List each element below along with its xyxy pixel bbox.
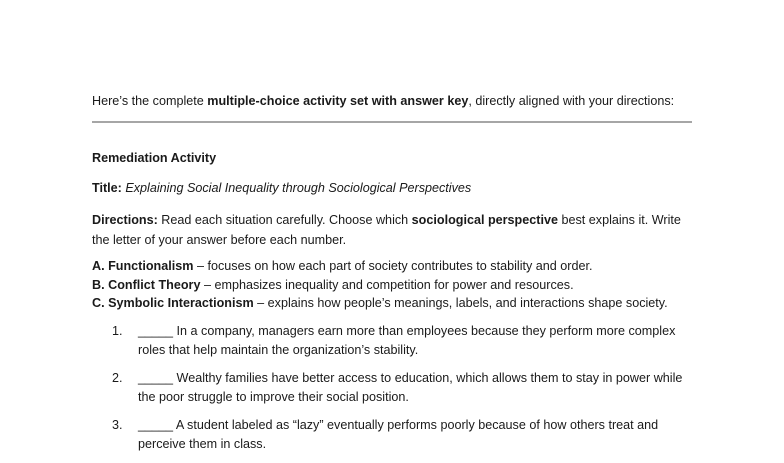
question-list bbox=[92, 322, 712, 463]
horizontal-divider bbox=[92, 121, 692, 123]
perspective-options bbox=[92, 257, 712, 313]
answer-blank: _____ bbox=[138, 324, 174, 338]
question-text: Wealthy families have better access to education, which allows them to stay in power while the poor struggle to improve their social position. bbox=[138, 371, 683, 404]
question-number: 2. bbox=[112, 371, 123, 385]
intro-bold: multiple-choice activity set with answer key bbox=[207, 94, 469, 108]
answer-blank: _____ bbox=[138, 418, 174, 432]
question-text: A student labeled as “lazy” eventually performs poorly because of how others treat and perceive them in class. bbox=[138, 418, 659, 451]
directions-paragraph bbox=[92, 210, 692, 250]
intro-prefix: Here’s the complete bbox=[92, 94, 208, 108]
question-number: 1. bbox=[112, 324, 123, 338]
option-c bbox=[92, 294, 712, 313]
question-item-3 bbox=[92, 416, 698, 454]
option-b bbox=[92, 276, 712, 295]
intro-suffix: , directly aligned with your directions: bbox=[468, 94, 675, 108]
title-label: Title: bbox=[92, 181, 122, 195]
directions-text-after: best explains it. Write the letter of your answer before each number. bbox=[92, 213, 681, 247]
directions-label: Directions: bbox=[92, 213, 158, 227]
answer-blank: _____ bbox=[138, 371, 174, 385]
intro-line bbox=[92, 94, 712, 108]
option-a bbox=[92, 257, 712, 276]
option-b-name: B. Conflict Theory bbox=[92, 277, 201, 292]
title-line bbox=[92, 181, 471, 195]
option-c-name: C. Symbolic Interactionism bbox=[92, 296, 254, 310]
activity-heading: Remediation Activity bbox=[92, 151, 217, 165]
question-number: 3. bbox=[112, 418, 123, 432]
option-a-name: A. Functionalism bbox=[92, 259, 194, 273]
question-item-1 bbox=[92, 322, 698, 360]
option-b-description: – emphasizes inequality and competition for power and resources. bbox=[200, 277, 574, 292]
question-item-2 bbox=[92, 369, 698, 407]
option-c-description: – explains how people’s meanings, labels, and interactions shape society. bbox=[253, 296, 668, 310]
title-text: Explaining Social Inequality through Sociological Perspectives bbox=[125, 181, 472, 195]
option-a-description: – focuses on how each part of society contributes to stability and order. bbox=[193, 259, 593, 273]
directions-bold: sociological perspective bbox=[411, 213, 558, 227]
directions-text-before: Read each situation carefully. Choose which bbox=[157, 213, 412, 227]
question-text: In a company, managers earn more than employees because they perform more complex roles that help maintain the organization’s stability. bbox=[138, 324, 676, 357]
